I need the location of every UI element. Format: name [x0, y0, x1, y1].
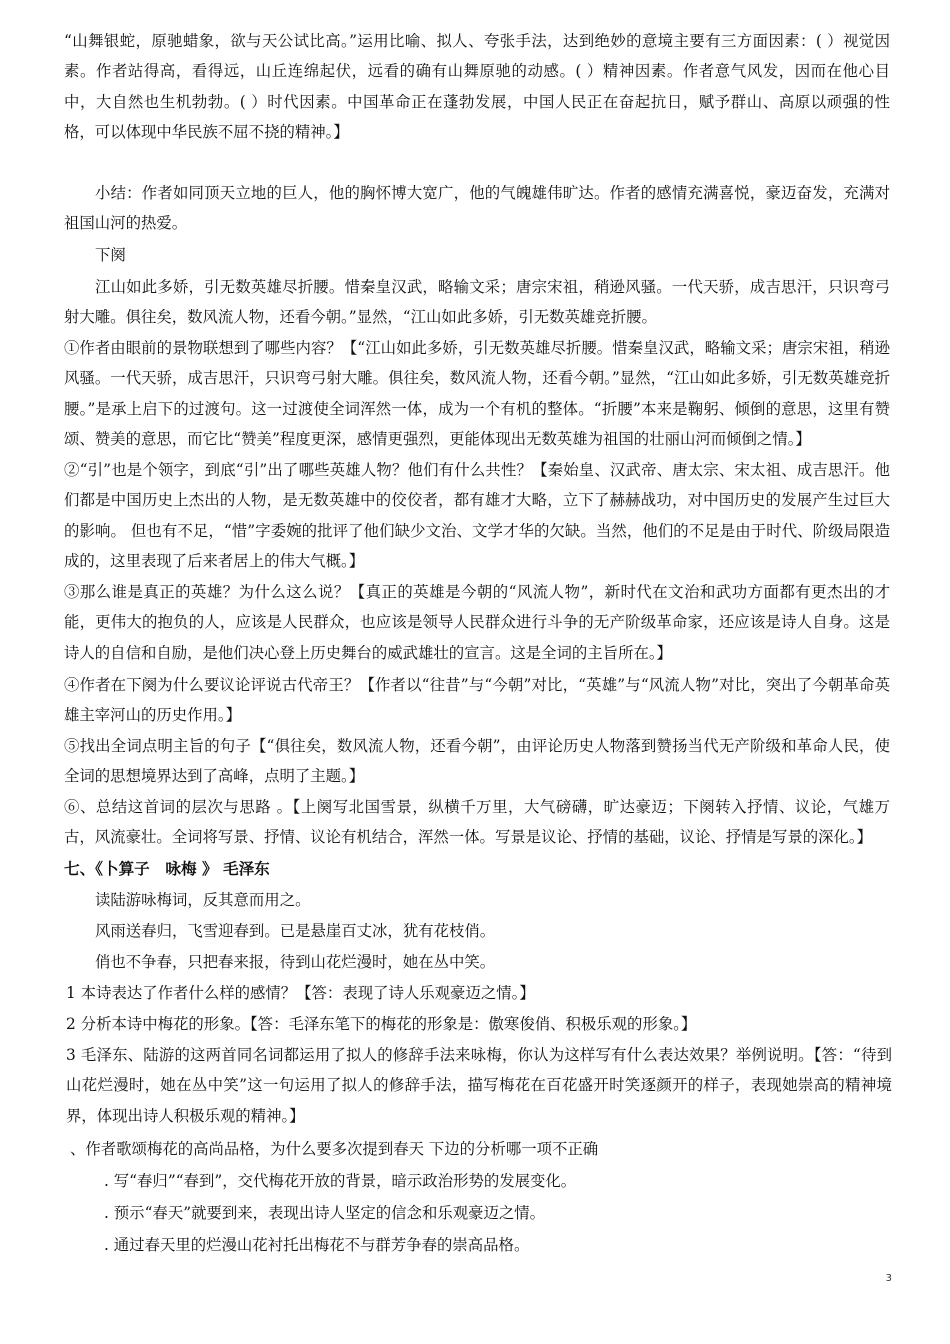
- option-3: . 通过春天里的烂漫山花衬托出梅花不与群芳争春的崇高品格。: [104, 1236, 530, 1254]
- poem-question-1: 1 本诗表达了作者什么样的感情？【答：表现了诗人乐观豪迈之情。】: [66, 984, 535, 1002]
- question-6: ⑥、总结这首词的层次与思路 。【上阕写北国雪景，纵横千万里，大气磅礴，旷达豪迈；下阕转入抒情、议论，气雄万古，风流豪壮。全词将写景、抒情、议论有机结合，浑然一体。写景是议论、抒情的基础，议论、抒情是写景的深化。】: [64, 798, 890, 847]
- question-1: ①作者由眼前的景物联想到了哪些内容？【“江山如此多娇，引无数英雄尽折腰。惜秦皇汉武，略输文采；唐宗宋祖，稍逊风骚。一代天骄，成吉思汗，只识弯弓射大雕。俱往矣，数风流人物，还看今朝。”显然，“江山如此多娇，引无数英雄竞折腰。”是承上启下的过渡句。这一过渡使全词浑然一体，成为一个有机的整体。“折腰”本来是鞠躬、倾倒的意思，这里有赞颂、赞美的意思，而它比“赞美”程度更深，感情更强烈，更能体现出无数英雄为祖国的壮丽山河而倾倒之情。】: [64, 339, 890, 448]
- paragraph-shan-wu-yin-she: “山舞银蛇，原驰蜡象，欲与天公试比高。”运用比喻、拟人、夸张手法，达到绝妙的意境主要有三方面因素：( ）视觉因素。作者站得高，看得远，山丘连绵起伏，远看的确有山舞原驰的动感。( ）精神因素。作者意气风发，因而在他心目中，大自然也生机勃勃。( ）时代因素。中国革命正在蓬勃发展，中国人民正在奋起抗日，赋予群山、高原以顽强的性格，可以体现中华民族不屈不挠的精神。】: [64, 32, 890, 141]
- option-1: . 写“春归”“春到”，交代梅花开放的背景，暗示政治形势的发展变化。: [104, 1172, 577, 1190]
- question-5: ⑤找出全词点明主旨的句子【“俱往矣，数风流人物，还看今朝”，由评论历史人物落到赞扬当代无产阶级和革命人民，使全词的思想境界达到了高峰，点明了主题。】: [64, 737, 890, 786]
- section-heading-bu-suan-zi: 七、《卜算子 咏梅 》 毛泽东: [64, 860, 270, 878]
- page-number: 3: [885, 1273, 892, 1284]
- question-2: ②“引”也是个领字，到底“引”出了哪些英雄人物？他们有什么共性？【秦始皇、汉武帝、唐太宗、宋太祖、成吉思汗。他们都是中国历史上杰出的人物，是无数英雄中的佼佼者，都有雄才大略，立下了赫赫战功，对中国历史的发展产生过巨大的影响。 但也有不足，“惜”字委婉的批评了他们缺少文治、文学才华的欠缺。当然，他们的不足是由于时代、阶级局限造成的，这里表现了后来者居上的伟大气概。】: [64, 461, 890, 570]
- question-3: ③那么谁是真正的英雄？为什么这么说？【真正的英雄是今朝的“风流人物”，新时代在文治和武功方面都有更杰出的才能，更伟大的抱负的人，应该是人民群众，也应该是领导人民群众进行斗争的无产阶级革命家，还应该是诗人自身。这是诗人的自信和自励，是他们决心登上历史舞台的威武雄壮的宣言。这是全词的主旨所在。】: [64, 583, 890, 662]
- paragraph-xia-que-label: 下阕: [95, 246, 126, 264]
- poem-intro: 读陆游咏梅词，反其意而用之。: [95, 891, 311, 909]
- poem-line-1: 风雨送春归，飞雪迎春到。已是悬崖百丈冰，犹有花枝俏。: [95, 922, 496, 940]
- question-4: ④作者在下阕为什么要议论评说古代帝王？【作者以“往昔”与“今朝”对比，“英雄”与“风流人物”对比，突出了今朝革命英雄主宰河山的历史作用。】: [64, 676, 890, 725]
- option-2: . 预示“春天”就要到来，表现出诗人坚定的信念和乐观豪迈之情。: [104, 1204, 546, 1222]
- paragraph-summary: 小结：作者如同顶天立地的巨人，他的胸怀博大宽广，他的气魄雄伟旷达。作者的感情充满喜悦，豪迈奋发，充满对祖国山河的热爱。: [64, 184, 890, 233]
- poem-question-4: 、作者歌颂梅花的高尚品格，为什么要多次提到春天 下边的分析哪一项不正确: [70, 1140, 599, 1158]
- paragraph-jiang-shan: 江山如此多娇，引无数英雄尽折腰。惜秦皇汉武，略输文采；唐宗宋祖，稍逊风骚。一代天骄，成吉思汗，只识弯弓射大雕。俱往矣，数风流人物，还看今朝。”显然，“江山如此多娇，引无数英雄竞折腰。: [64, 278, 890, 327]
- poem-line-2: 俏也不争春，只把春来报，待到山花烂漫时，她在丛中笑。: [95, 953, 496, 971]
- poem-question-2: 2 分析本诗中梅花的形象。【答：毛泽东笔下的梅花的形象是：傲寒俊俏、积极乐观的形象。】: [66, 1015, 697, 1033]
- poem-question-3: 3 毛泽东、陆游的这两首同名词都运用了拟人的修辞手法来咏梅，你认为这样写有什么表达效果？举例说明。【答：“待到山花烂漫时，她在丛中笑”这一句运用了拟人的修辞手法，描写梅花在百花盛开时笑逐颜开的样子，表现她崇高的精神境界，体现出诗人积极乐观的精神。】: [66, 1046, 892, 1125]
